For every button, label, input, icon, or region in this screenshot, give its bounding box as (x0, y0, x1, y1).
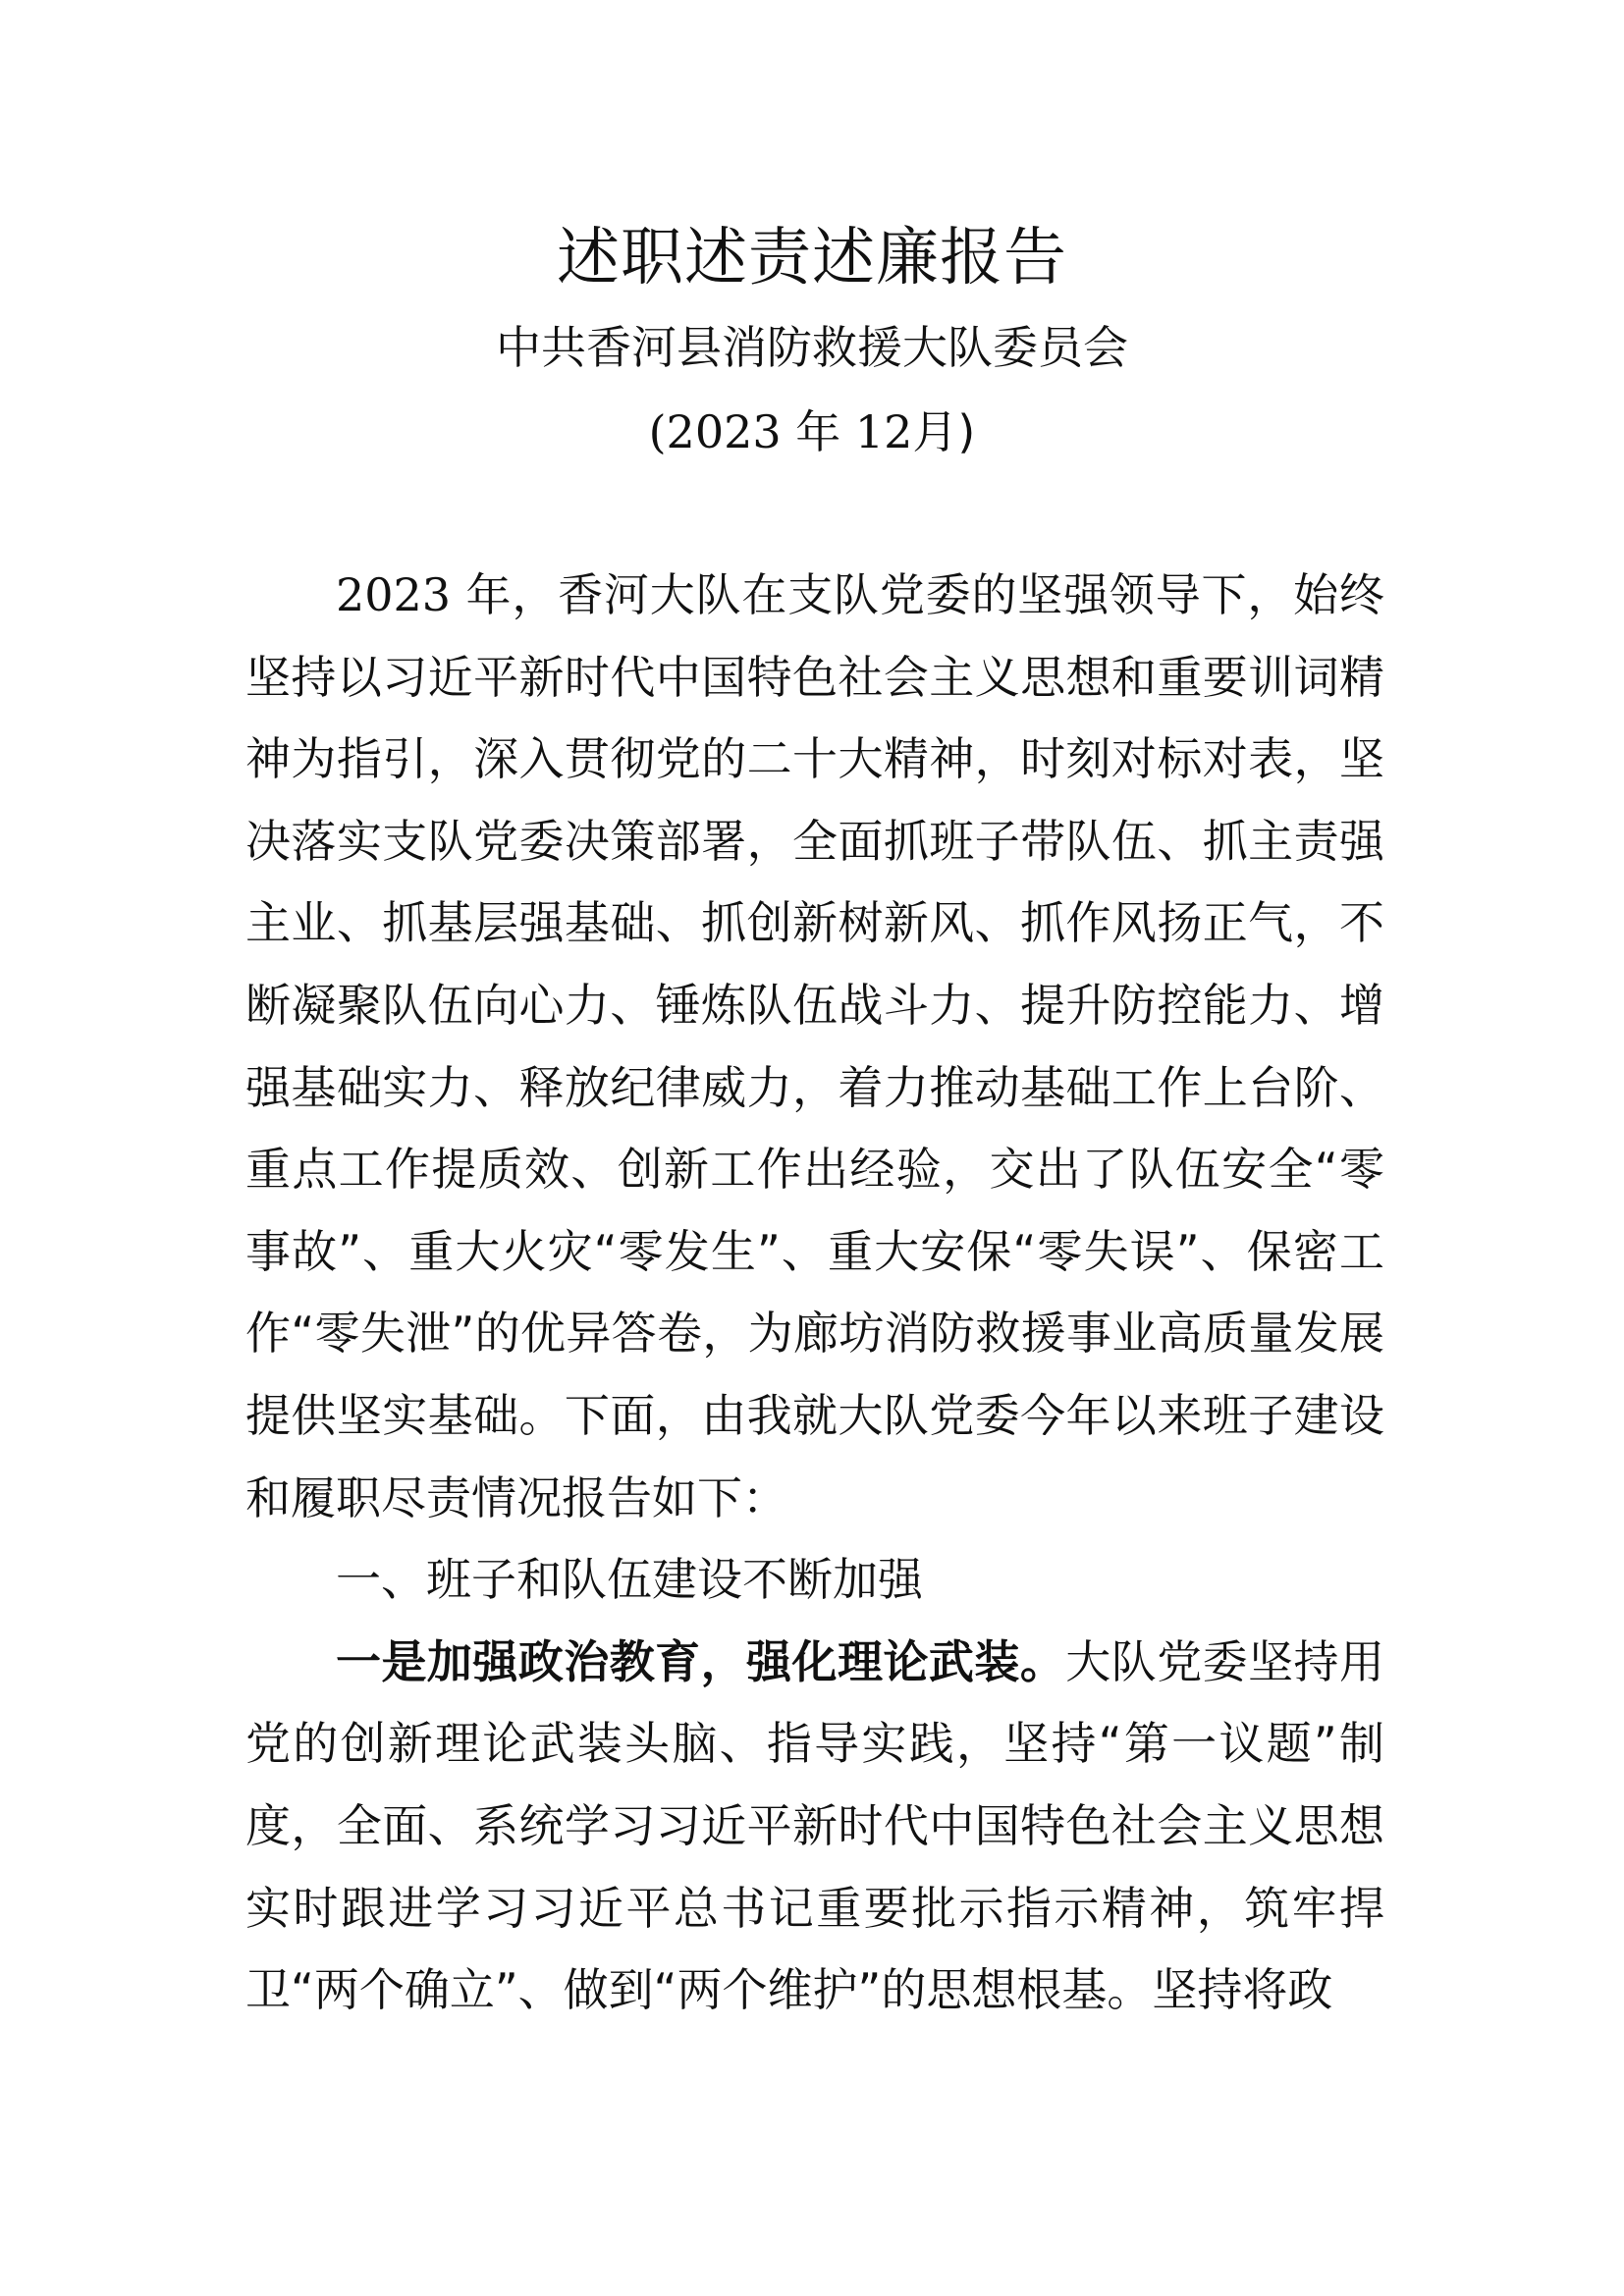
date-month-close: 月) (912, 405, 976, 458)
intro-paragraph (245, 555, 1384, 1539)
document-body (245, 555, 1384, 2032)
paragraph-lead: 一是加强政治教育，强化理论武装。 (336, 1634, 1066, 1688)
section-paragraph (245, 1622, 1384, 2032)
intro-text: 年，香河大队在支队党委的坚强领导下，始终坚持以习近平新时代中国特色社会主义思想和重要训词精神为指引，深入贯彻党的二十大精神，时刻对标对表，坚决落实支队党委决策部署，全面抓班子带队伍、抓主责强主业、抓基层强基础、抓创新树新风、抓作风扬正气，不断凝聚队伍向心力、锤炼队伍战斗力、提升防控能力、增强基础实力、释放纪律威力，着力推动基础工作上台阶、重点工作提质效、创新工作出经验，交出了队伍安全“零事故”、重大火灾“零发生”、重大安保“零失误”、保密工作“零失泄”的优异答卷，为廊坊消防救援事业高质量发展提供坚实基础。下面，由我就大队党委今年以来班子建设和履职尽责情况报告如下： (245, 568, 1384, 1524)
paragraph-text: 大队党委坚持用党的创新理论武装头脑、指导实践，坚持“第一议题”制度，全面、系统学习习近平新时代中国特色社会主义思想实时跟进学习习近平总书记重要批示指示精神，筑牢捍卫“两个确立”、做到“两个维护”的思想根基。坚持将政 (245, 1634, 1385, 2017)
date-year: (2023 (648, 405, 782, 458)
intro-year: 2023 (336, 568, 452, 621)
date-year-char: 年 (795, 405, 841, 458)
document-date (0, 393, 1624, 471)
section-heading: 一、班子和队伍建设不断加强 (336, 1553, 923, 1607)
date-month: 12 (854, 405, 913, 458)
document-subtitle: 中共香河县消防救援大队委员会 (496, 321, 1128, 374)
document-title: 述职述责述廉报告 (557, 222, 1067, 294)
